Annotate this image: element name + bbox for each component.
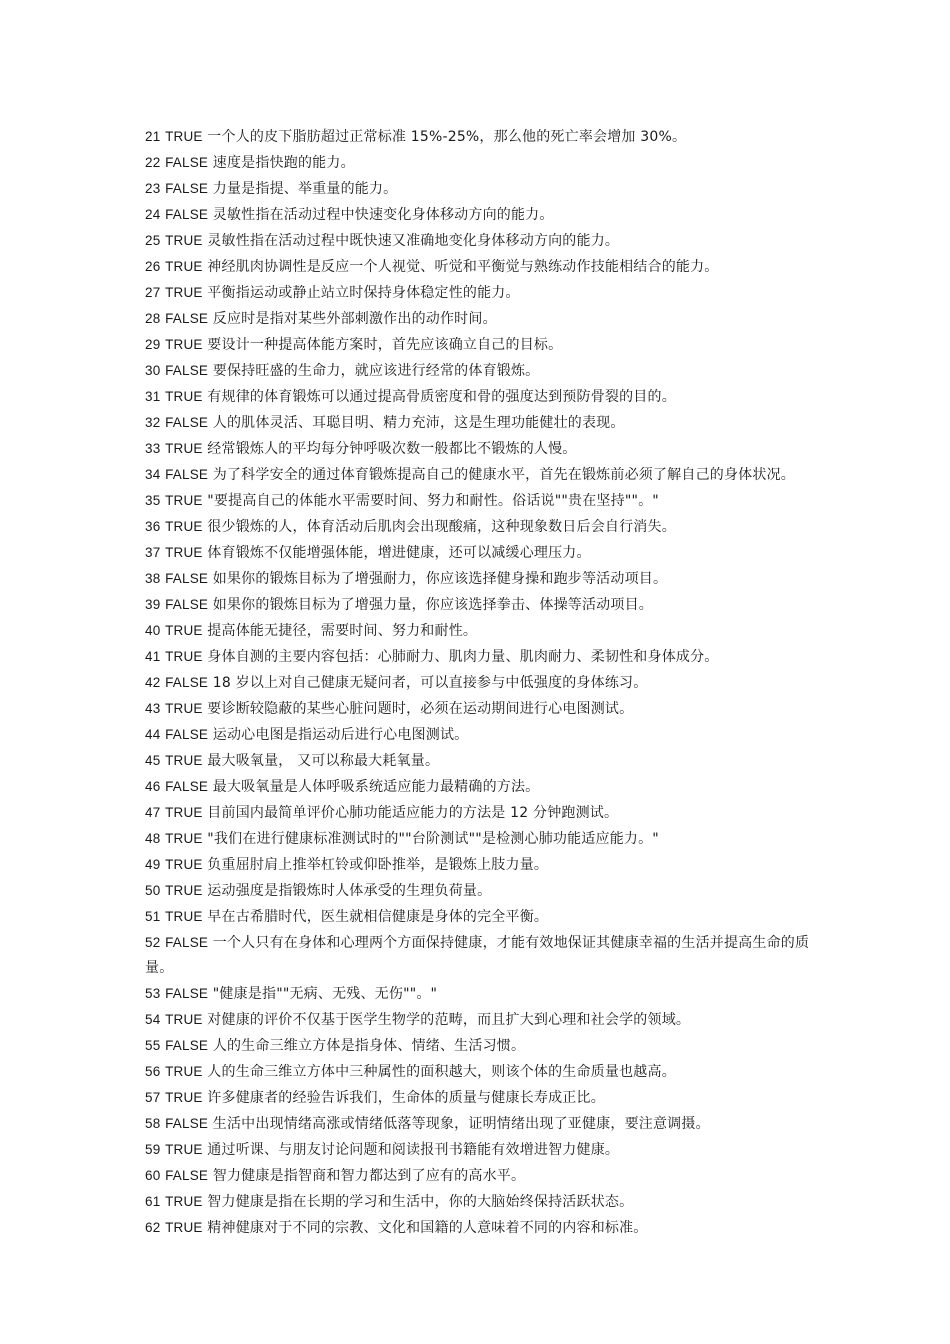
item-statement: 最大吸氧量， 又可以称最大耗氧量。 bbox=[207, 753, 440, 769]
item-statement: 负重屈肘肩上推举杠铃或仰卧推举，是锻炼上肢力量。 bbox=[207, 857, 549, 873]
item-statement: 力量是指提、举重量的能力。 bbox=[212, 181, 398, 197]
list-item bbox=[145, 540, 810, 566]
item-answer: TRUE bbox=[165, 883, 203, 898]
item-statement: 灵敏性指在活动过程中既快速又准确地变化身体移动方向的能力。 bbox=[207, 233, 620, 249]
item-number: 61 bbox=[145, 1194, 161, 1209]
item-number: 49 bbox=[145, 857, 161, 872]
item-statement: 有规律的体育锻炼可以通过提高骨质密度和骨的强度达到预防骨裂的目的。 bbox=[207, 389, 676, 405]
list-item bbox=[145, 306, 810, 332]
item-number: 39 bbox=[145, 597, 161, 612]
list-item bbox=[145, 566, 810, 592]
item-number: 48 bbox=[145, 831, 161, 846]
list-item bbox=[145, 410, 810, 436]
item-statement: 早在古希腊时代，医生就相信健康是身体的完全平衡。 bbox=[207, 909, 549, 925]
item-number: 24 bbox=[145, 207, 161, 222]
item-answer: FALSE bbox=[165, 311, 209, 326]
item-answer: TRUE bbox=[165, 805, 203, 820]
item-answer: TRUE bbox=[165, 441, 203, 456]
item-answer: FALSE bbox=[165, 597, 209, 612]
list-item bbox=[145, 852, 810, 878]
list-item bbox=[145, 800, 810, 826]
item-statement: 速度是指快跑的能力。 bbox=[212, 155, 355, 171]
item-number: 33 bbox=[145, 441, 161, 456]
item-number: 27 bbox=[145, 285, 161, 300]
item-number: 57 bbox=[145, 1090, 161, 1105]
list-item bbox=[145, 280, 810, 306]
list-item bbox=[145, 774, 810, 800]
list-item bbox=[145, 1059, 810, 1085]
item-statement: 如果你的锻炼目标为了增强力量，你应该选择拳击、体操等活动项目。 bbox=[212, 597, 653, 613]
item-number: 32 bbox=[145, 415, 161, 430]
list-item bbox=[145, 202, 810, 228]
question-list bbox=[145, 124, 810, 1241]
item-answer: TRUE bbox=[165, 545, 203, 560]
item-answer: TRUE bbox=[165, 909, 203, 924]
item-statement: 反应时是指对某些外部刺激作出的动作时间。 bbox=[212, 311, 497, 327]
list-item bbox=[145, 488, 810, 514]
item-answer: TRUE bbox=[165, 1194, 203, 1209]
item-number: 41 bbox=[145, 649, 161, 664]
item-number: 51 bbox=[145, 909, 161, 924]
item-answer: TRUE bbox=[165, 519, 203, 534]
item-answer: TRUE bbox=[165, 1090, 203, 1105]
item-statement: 智力健康是指在长期的学习和生活中，你的大脑始终保持活跃状态。 bbox=[207, 1194, 634, 1210]
item-answer: TRUE bbox=[165, 233, 203, 248]
item-statement: 要设计一种提高体能方案时，首先应该确立自己的目标。 bbox=[207, 337, 563, 353]
list-item bbox=[145, 436, 810, 462]
item-answer: TRUE bbox=[165, 259, 203, 274]
item-number: 34 bbox=[145, 467, 161, 482]
list-item bbox=[145, 1033, 810, 1059]
item-statement: 最大吸氧量是人体呼吸系统适应能力最精确的方法。 bbox=[212, 779, 540, 795]
item-statement: 如果你的锻炼目标为了增强耐力，你应该选择健身操和跑步等活动项目。 bbox=[212, 571, 668, 587]
item-statement: 许多健康者的经验告诉我们，生命体的质量与健康长寿成正比。 bbox=[207, 1090, 605, 1106]
item-statement: 18 岁以上对自己健康无疑问者，可以直接参与中低强度的身体练习。 bbox=[212, 675, 648, 691]
list-item bbox=[145, 358, 810, 384]
item-statement: 一个人的皮下脂肪超过正常标准 15%-25%，那么他的死亡率会增加 30%。 bbox=[207, 129, 687, 145]
item-statement: 要诊断较隐蔽的某些心脏问题时，必须在运动期间进行心电图测试。 bbox=[207, 701, 634, 717]
list-item bbox=[145, 332, 810, 358]
item-number: 55 bbox=[145, 1038, 161, 1053]
item-number: 21 bbox=[145, 129, 161, 144]
item-statement: 为了科学安全的通过体育锻炼提高自己的健康水平，首先在锻炼前必须了解自己的身体状况。 bbox=[212, 467, 795, 483]
item-number: 50 bbox=[145, 883, 161, 898]
item-statement: "健康是指""无病、无残、无伤""。" bbox=[212, 986, 438, 1002]
item-statement: 人的生命三维立方体是指身体、情绪、生活习惯。 bbox=[212, 1038, 526, 1054]
list-item bbox=[145, 1163, 810, 1189]
item-statement: 智力健康是指智商和智力都达到了应有的高水平。 bbox=[212, 1168, 526, 1184]
item-statement: 运动心电图是指运动后进行心电图测试。 bbox=[212, 727, 469, 743]
item-number: 31 bbox=[145, 389, 161, 404]
list-item bbox=[145, 826, 810, 852]
item-answer: TRUE bbox=[165, 285, 203, 300]
item-number: 28 bbox=[145, 311, 161, 326]
item-number: 22 bbox=[145, 155, 161, 170]
item-answer: FALSE bbox=[165, 1038, 209, 1053]
item-answer: FALSE bbox=[165, 727, 209, 742]
item-answer: FALSE bbox=[165, 467, 209, 482]
item-number: 35 bbox=[145, 493, 161, 508]
item-number: 53 bbox=[145, 986, 161, 1001]
item-statement: 要保持旺盛的生命力，就应该进行经常的体育锻炼。 bbox=[212, 363, 540, 379]
list-item bbox=[145, 981, 810, 1007]
list-item bbox=[145, 384, 810, 410]
list-item bbox=[145, 124, 810, 150]
item-number: 54 bbox=[145, 1012, 161, 1027]
item-answer: FALSE bbox=[165, 181, 209, 196]
item-answer: TRUE bbox=[165, 337, 203, 352]
item-statement: 很少锻炼的人，体育活动后肌肉会出现酸痛，这种现象数日后会自行消失。 bbox=[207, 519, 676, 535]
item-statement: 人的生命三维立方体中三种属性的面积越大，则该个体的生命质量也越高。 bbox=[207, 1064, 676, 1080]
item-answer: TRUE bbox=[165, 831, 203, 846]
item-number: 58 bbox=[145, 1116, 161, 1131]
item-statement: "我们在进行健康标准测试时的""台阶测试""是检测心肺功能适应能力。" bbox=[207, 831, 659, 847]
item-answer: FALSE bbox=[165, 571, 209, 586]
item-number: 43 bbox=[145, 701, 161, 716]
item-statement: 神经肌肉协调性是反应一个人视觉、听觉和平衡觉与熟练动作技能相结合的能力。 bbox=[207, 259, 719, 275]
item-answer: TRUE bbox=[165, 857, 203, 872]
list-item bbox=[145, 1137, 810, 1163]
item-statement: 通过听课、与朋友讨论问题和阅读报刊书籍能有效增进智力健康。 bbox=[207, 1142, 620, 1158]
item-number: 44 bbox=[145, 727, 161, 742]
list-item bbox=[145, 462, 810, 488]
item-answer: FALSE bbox=[165, 207, 209, 222]
item-statement: 经常锻炼人的平均每分钟呼吸次数一般都比不锻炼的人慢。 bbox=[207, 441, 577, 457]
list-item bbox=[145, 878, 810, 904]
item-answer: TRUE bbox=[165, 649, 203, 664]
item-number: 25 bbox=[145, 233, 161, 248]
list-item bbox=[145, 176, 810, 202]
item-answer: FALSE bbox=[165, 1168, 209, 1183]
item-statement: 运动强度是指锻炼时人体承受的生理负荷量。 bbox=[207, 883, 492, 899]
item-number: 62 bbox=[145, 1220, 161, 1235]
item-number: 38 bbox=[145, 571, 161, 586]
item-number: 56 bbox=[145, 1064, 161, 1079]
item-number: 37 bbox=[145, 545, 161, 560]
item-statement: 生活中出现情绪高涨或情绪低落等现象，证明情绪出现了亚健康，要注意调摄。 bbox=[212, 1116, 710, 1132]
item-statement: 一个人只有在身体和心理两个方面保持健康，才能有效地保证其健康幸福的生活并提高生命的质量。 bbox=[145, 935, 810, 976]
item-answer: TRUE bbox=[165, 1220, 203, 1235]
item-answer: TRUE bbox=[165, 701, 203, 716]
item-statement: 身体自测的主要内容包括：心肺耐力、肌肉力量、肌肉耐力、柔韧性和身体成分。 bbox=[207, 649, 719, 665]
list-item bbox=[145, 1215, 810, 1241]
list-item bbox=[145, 1111, 810, 1137]
item-number: 59 bbox=[145, 1142, 161, 1157]
item-number: 23 bbox=[145, 181, 161, 196]
item-answer: FALSE bbox=[165, 155, 209, 170]
item-number: 36 bbox=[145, 519, 161, 534]
item-answer: TRUE bbox=[165, 1012, 203, 1027]
item-statement: 精神健康对于不同的宗教、文化和国籍的人意味着不同的内容和标准。 bbox=[207, 1220, 648, 1236]
item-number: 52 bbox=[145, 935, 161, 950]
list-item bbox=[145, 748, 810, 774]
list-item bbox=[145, 904, 810, 930]
item-number: 60 bbox=[145, 1168, 161, 1183]
list-item bbox=[145, 1007, 810, 1033]
list-item bbox=[145, 514, 810, 540]
item-number: 42 bbox=[145, 675, 161, 690]
item-number: 46 bbox=[145, 779, 161, 794]
item-answer: FALSE bbox=[165, 415, 209, 430]
item-number: 26 bbox=[145, 259, 161, 274]
item-answer: FALSE bbox=[165, 935, 209, 950]
item-answer: TRUE bbox=[165, 623, 203, 638]
item-statement: 提高体能无捷径，需要时间、努力和耐性。 bbox=[207, 623, 478, 639]
item-answer: TRUE bbox=[165, 129, 203, 144]
list-item bbox=[145, 1085, 810, 1111]
item-answer: TRUE bbox=[165, 1064, 203, 1079]
item-statement: 灵敏性指在活动过程中快速变化身体移动方向的能力。 bbox=[212, 207, 554, 223]
item-statement: 对健康的评价不仅基于医学生物学的范畴，而且扩大到心理和社会学的领域。 bbox=[207, 1012, 691, 1028]
item-answer: TRUE bbox=[165, 1142, 203, 1157]
list-item bbox=[145, 722, 810, 748]
list-item bbox=[145, 618, 810, 644]
item-answer: TRUE bbox=[165, 493, 203, 508]
list-item bbox=[145, 644, 810, 670]
item-answer: FALSE bbox=[165, 986, 209, 1001]
item-answer: FALSE bbox=[165, 779, 209, 794]
item-answer: FALSE bbox=[165, 675, 209, 690]
item-statement: 平衡指运动或静止站立时保持身体稳定性的能力。 bbox=[207, 285, 520, 301]
item-answer: TRUE bbox=[165, 753, 203, 768]
list-item bbox=[145, 930, 810, 981]
item-answer: FALSE bbox=[165, 1116, 209, 1131]
item-statement: 目前国内最简单评价心肺功能适应能力的方法是 12 分钟跑测试。 bbox=[207, 805, 619, 821]
item-number: 40 bbox=[145, 623, 161, 638]
item-number: 29 bbox=[145, 337, 161, 352]
item-answer: FALSE bbox=[165, 363, 209, 378]
list-item bbox=[145, 1189, 810, 1215]
list-item bbox=[145, 228, 810, 254]
item-statement: 体育锻炼不仅能增强体能，增进健康，还可以减缓心理压力。 bbox=[207, 545, 591, 561]
item-number: 47 bbox=[145, 805, 161, 820]
list-item bbox=[145, 254, 810, 280]
list-item bbox=[145, 592, 810, 618]
item-number: 45 bbox=[145, 753, 161, 768]
item-statement: "要提高自己的体能水平需要时间、努力和耐性。俗话说""贵在坚持""。" bbox=[207, 493, 659, 509]
list-item bbox=[145, 150, 810, 176]
item-statement: 人的肌体灵活、耳聪目明、精力充沛，这是生理功能健壮的表现。 bbox=[212, 415, 625, 431]
list-item bbox=[145, 670, 810, 696]
list-item bbox=[145, 696, 810, 722]
item-answer: TRUE bbox=[165, 389, 203, 404]
item-number: 30 bbox=[145, 363, 161, 378]
